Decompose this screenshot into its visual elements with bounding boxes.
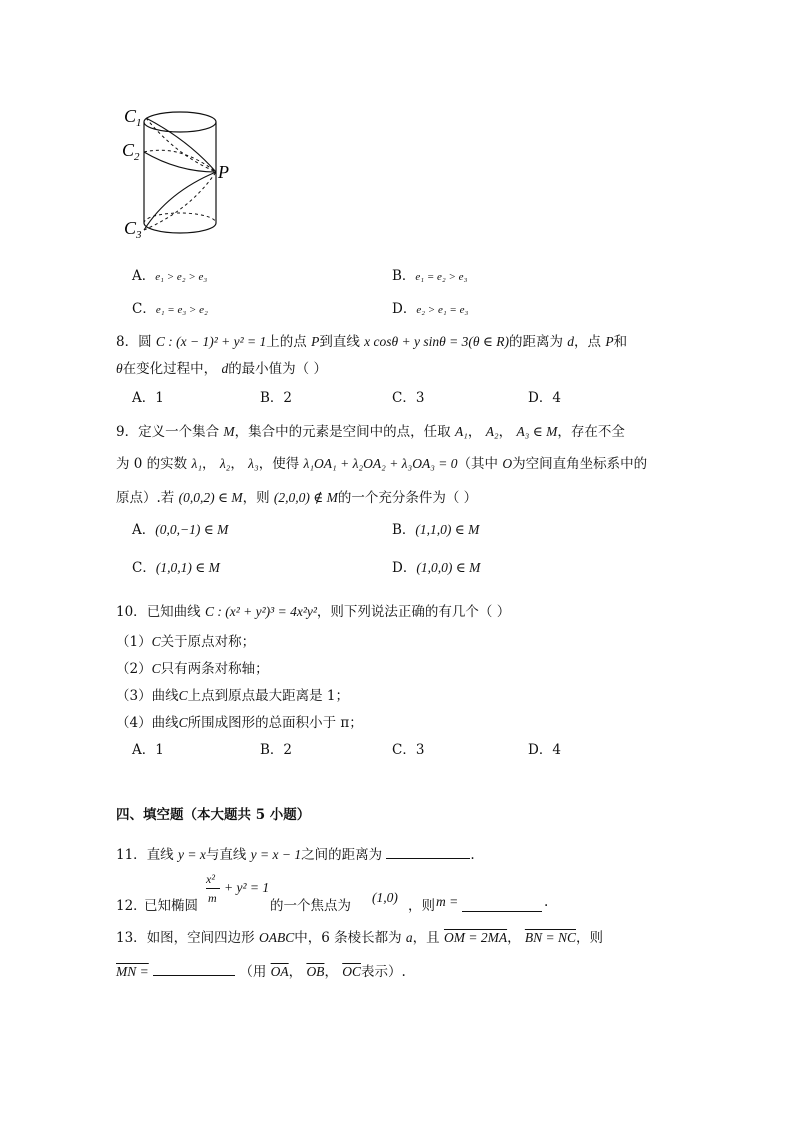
ellipse3-back [144,172,216,230]
q9-stem-line3: 原点）.若 (0,0,2) ∈ M，则 (2,0,0) ∉ M的一个充分条件为（ ） [116,490,478,506]
q13-answer-blank[interactable] [153,974,235,976]
section-4-title: 四、填空题（本大题共 5 小题） [116,807,311,823]
q8-option-a[interactable]: A．1 [132,390,164,406]
q10-option-c[interactable]: C．3 [392,742,425,758]
label-c2: $C_2$ [122,140,140,163]
q12: 12． 已知椭圆 x² m + y² = 1 的一个焦点为 (1,0) ，则 m = . [116,872,549,914]
q7-option-b[interactable]: B．e₁ = e₂ > e₃ [392,268,468,284]
q10-item-1: （1）C关于原点对称； [116,634,256,650]
ellipse1-back [146,118,216,172]
q8-option-b[interactable]: B．2 [260,390,293,406]
ellipse2-front [144,152,216,172]
ellipse1-front [146,118,216,172]
fraction-bar [206,888,220,889]
label-c3: $C_3$ [124,218,142,240]
q9-stem-line1: 9．定义一个集合 M，集合中的元素是空间中的点，任取 A₁， A₂， A₃ ∈ M，存在不全 [116,424,625,440]
q13-line2: MN = （用 $\overline{OA}$， $\overline{OB}$， $\overline{OC}$表示）. [116,964,406,980]
q11: 11．直线 y = x与直线 y = x − 1之间的距离为 . [116,847,475,863]
q11-answer-blank[interactable] [386,857,470,859]
q10-item-4: （4）曲线C所围成图形的总面积小于 π； [116,715,363,731]
ellipse3-front [144,172,216,230]
q10-option-b[interactable]: B．2 [260,742,293,758]
q7-option-c[interactable]: C．e₁ = e₃ > e₂ [132,301,208,317]
q7-option-a[interactable]: A．e₁ > e₂ > e₃ [132,268,208,284]
q8-option-c[interactable]: C．3 [392,390,425,406]
q9-option-d[interactable]: D．(1,0,0) ∈ M [392,560,481,576]
bottom-front-arc [144,223,216,233]
label-c1: $C_1$ [124,106,142,129]
q10-item-3: （3）曲线C上点到原点最大距离是 1； [116,688,349,704]
q8-stem-line1: 8．圆 C : (x − 1)² + y² = 1上的点 P到直线 x cosθ + y sinθ = 3(θ ∈ R)的距离为 d，点 P和 [116,334,628,350]
q10-stem: 10．已知曲线 C : (x² + y²)³ = 4x²y²，则下列说法正确的有几个（ ） [116,604,511,620]
cylinder-figure [118,100,238,240]
q10-option-d[interactable]: D．4 [528,742,561,758]
q13-line1: 13．如图，空间四边形 OABC中，6 条棱长都为 a，且 OM = 2MA， BN = NC，则 [116,930,603,946]
q9-option-a[interactable]: A．(0,0,−1) ∈ M [132,522,229,538]
q9-stem-line2: 为 0 的实数 λ₁， λ₂， λ₃，使得 λ₁OA₁ + λ₂OA₂ + λ₃OA₃ = 0（其中 O为空间直角坐标系中的 [116,456,648,472]
q8-stem-line2: θ在变化过程中， d的最小值为（ ） [116,361,327,377]
q9-option-b[interactable]: B．(1,1,0) ∈ M [392,522,480,538]
q12-answer-blank[interactable] [462,910,542,912]
top-ellipse [144,112,216,132]
q7-option-d[interactable]: D．e₂ > e₁ = e₃ [392,301,469,317]
label-p: P [218,162,229,182]
q9-option-c[interactable]: C．(1,0,1) ∈ M [132,560,220,576]
q10-option-a[interactable]: A．1 [132,742,164,758]
q10-item-2: （2）C只有两条对称轴； [116,661,269,677]
q8-option-d[interactable]: D．4 [528,390,561,406]
